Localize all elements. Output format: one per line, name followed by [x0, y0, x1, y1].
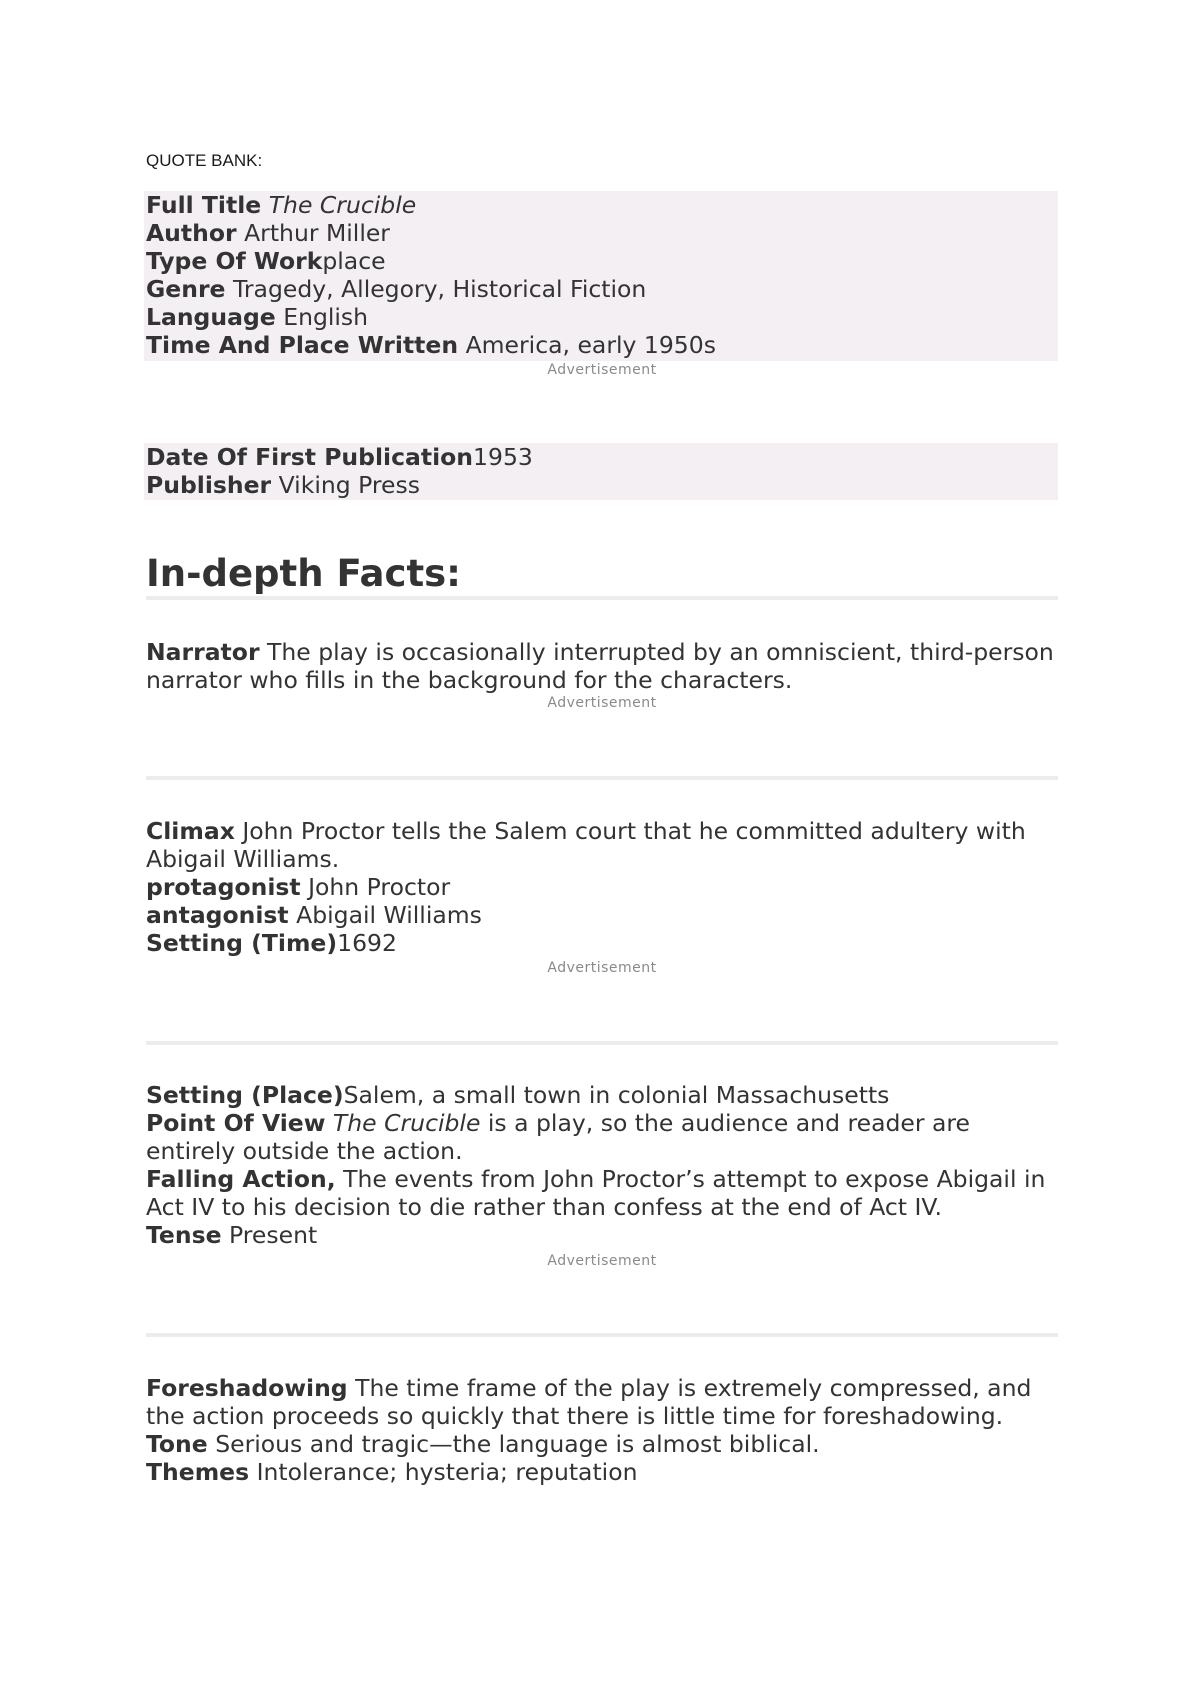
- fact-value: Present: [229, 1221, 318, 1249]
- fact-tone: [146, 1430, 1058, 1458]
- fact-label: Foreshadowing: [146, 1374, 348, 1402]
- advertisement-label: Advertisement: [547, 362, 657, 378]
- fact-label: Setting (Place): [146, 1081, 344, 1109]
- climax-block: [146, 817, 1058, 957]
- fact-label: Setting (Time): [146, 929, 338, 957]
- fact-value: 1953: [473, 443, 533, 471]
- fact-value: is a play, so the audience and reader are entirely outside the action.: [146, 1109, 970, 1165]
- fact-value: Arthur Miller: [244, 219, 390, 247]
- advertisement-label: Advertisement: [547, 960, 657, 976]
- fact-value: The Crucible: [268, 191, 417, 219]
- fact-value: Tragedy, Allegory, Historical Fiction: [232, 275, 647, 303]
- fact-label: protagonist: [146, 873, 301, 901]
- basic-facts-box: [144, 191, 1058, 361]
- fact-value: 1692: [337, 929, 397, 957]
- fact-setting-place: [146, 1081, 1058, 1109]
- advertisement-label: Advertisement: [547, 695, 657, 711]
- fact-narrator: [146, 638, 1058, 694]
- fact-full-title: [144, 191, 1058, 219]
- fact-label: Falling Action,: [146, 1165, 336, 1193]
- setting-block: [146, 1081, 1058, 1249]
- fact-label: Tense: [146, 1221, 222, 1249]
- fact-value: Salem, a small town in colonial Massachusetts: [343, 1081, 890, 1109]
- quote-bank-heading: QUOTE BANK:: [146, 151, 263, 170]
- foreshadowing-block: [146, 1374, 1058, 1486]
- fact-author: [144, 219, 1058, 247]
- fact-label: Language: [146, 303, 276, 331]
- fact-label: Author: [146, 219, 237, 247]
- fact-setting-time: [146, 929, 1058, 957]
- fact-value: place: [322, 247, 386, 275]
- fact-type-of-work: [144, 247, 1058, 275]
- fact-value: English: [283, 303, 369, 331]
- fact-label: Time And Place Written: [146, 331, 459, 359]
- fact-value: John Proctor: [308, 873, 451, 901]
- fact-value: The events from John Proctor’s attempt to expose Abigail in Act IV to his decision to die rather than confess at the end of Act IV.: [146, 1165, 1046, 1221]
- fact-value-italic: The Crucible: [332, 1109, 481, 1137]
- fact-label: Climax: [146, 817, 235, 845]
- ad-divider: [146, 776, 1058, 780]
- fact-value: Abigail Williams: [296, 901, 482, 929]
- section-title: In-depth Facts:: [146, 552, 461, 595]
- fact-label: Date Of First Publication: [146, 443, 474, 471]
- fact-publisher: [144, 471, 1058, 499]
- fact-tense: [146, 1221, 1058, 1249]
- fact-label: Genre: [146, 275, 226, 303]
- fact-falling-action: [146, 1165, 1058, 1221]
- fact-label: Publisher: [146, 471, 272, 499]
- fact-label: Narrator: [146, 638, 260, 666]
- fact-label: Tone: [146, 1430, 208, 1458]
- fact-foreshadowing: [146, 1374, 1058, 1430]
- ad-divider: [146, 1041, 1058, 1045]
- fact-value: America, early 1950s: [465, 331, 716, 359]
- fact-label: Themes: [146, 1458, 250, 1486]
- fact-label: antagonist: [146, 901, 289, 929]
- fact-value: Viking Press: [278, 471, 420, 499]
- fact-antagonist: [146, 901, 1058, 929]
- advertisement-label: Advertisement: [547, 1253, 657, 1269]
- fact-point-of-view: [146, 1109, 1058, 1165]
- fact-time-place-written: [144, 331, 1058, 359]
- publication-facts-box: [144, 443, 1058, 500]
- fact-label: Type Of Work: [146, 247, 323, 275]
- fact-themes: [146, 1458, 1058, 1486]
- narrator-block: [146, 638, 1058, 694]
- fact-value: Serious and tragic—the language is almost biblical.: [215, 1430, 820, 1458]
- fact-value: Intolerance; hysteria; reputation: [256, 1458, 638, 1486]
- fact-value: John Proctor tells the Salem court that he committed adultery with Abigail Williams.: [146, 817, 1026, 873]
- section-divider: [146, 596, 1058, 600]
- fact-protagonist: [146, 873, 1058, 901]
- fact-climax: [146, 817, 1058, 873]
- fact-value: The play is occasionally interrupted by an omniscient, third-person narrator who fills in the background for the characters.: [146, 638, 1054, 694]
- fact-value: The time frame of the play is extremely compressed, and the action proceeds so quickly that there is little time for foreshadowing.: [146, 1374, 1032, 1430]
- fact-label: Full Title: [146, 191, 262, 219]
- fact-language: [144, 303, 1058, 331]
- ad-divider: [146, 1333, 1058, 1337]
- fact-label: Point Of View: [146, 1109, 326, 1137]
- fact-genre: [144, 275, 1058, 303]
- fact-date-first-publication: [144, 443, 1058, 471]
